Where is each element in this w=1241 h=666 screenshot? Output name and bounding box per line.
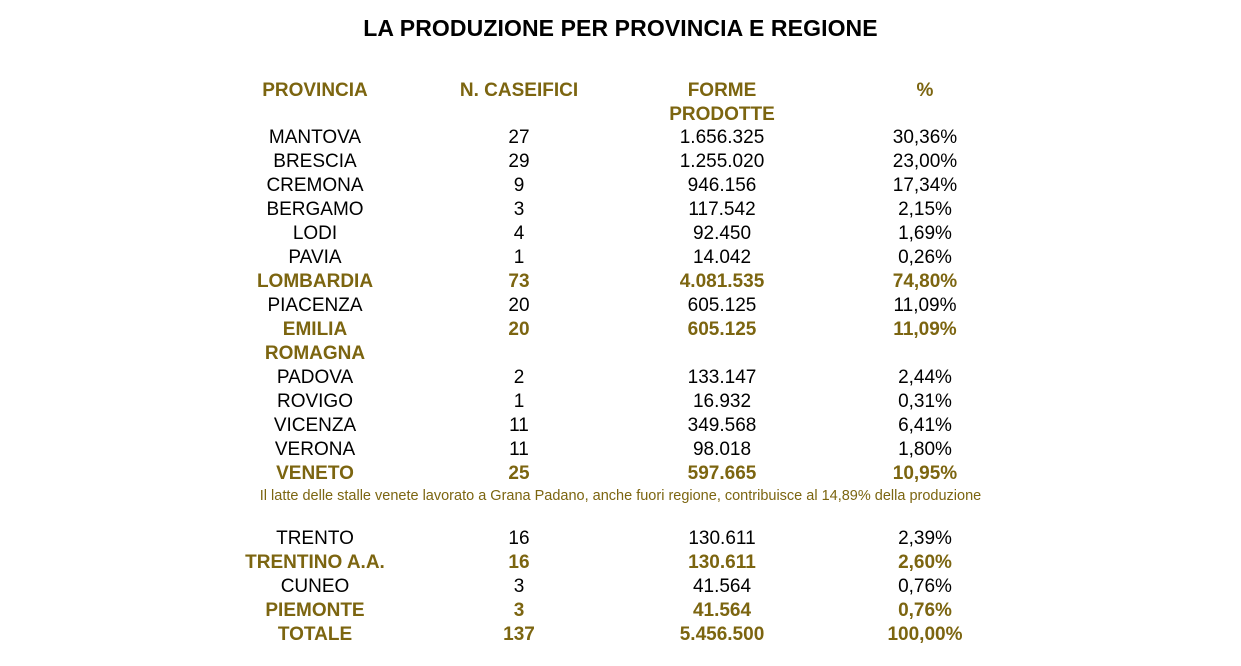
table-header: [0, 79, 1241, 127]
percent-cell: 11,09%: [893, 319, 957, 340]
forme-cell: 1.255.020: [679, 151, 765, 172]
forme-cell: 41.564: [692, 576, 752, 597]
caseifici-cell: 20: [508, 295, 530, 316]
province-name-cell: PADOVA: [276, 367, 354, 388]
caseifici-cell: 3: [513, 576, 525, 597]
region-total-row: [0, 623, 1241, 647]
caseifici-cell: 11: [509, 415, 529, 436]
table-row: [0, 246, 1241, 270]
percent-cell: 23,00%: [892, 151, 958, 172]
caseifici-cell: 3: [513, 600, 525, 621]
header-percent: %: [916, 80, 934, 101]
forme-cell: 16.932: [692, 391, 752, 412]
percent-cell: 1,69%: [898, 223, 952, 244]
percent-cell: 74,80%: [892, 271, 958, 292]
caseifici-cell: 16: [508, 528, 530, 549]
caseifici-cell: 1: [513, 247, 525, 268]
forme-cell: 605.125: [687, 295, 757, 316]
percent-cell: 10,95%: [892, 463, 958, 484]
forme-cell: 4.081.535: [679, 271, 765, 292]
caseifici-cell: 4: [513, 223, 525, 244]
percent-cell: 100,00%: [887, 624, 963, 645]
province-name-cell: ROVIGO: [276, 391, 353, 412]
province-name-cell: LODI: [292, 223, 338, 244]
province-name-cell: PIEMONTE: [265, 600, 365, 621]
percent-cell: 2,39%: [898, 528, 952, 549]
province-name-cell: CREMONA: [266, 175, 364, 196]
province-name-cell: TRENTINO A.A.: [245, 552, 385, 573]
table-row: [0, 222, 1241, 246]
caseifici-cell: 27: [508, 127, 530, 148]
caseifici-cell: 25: [508, 463, 530, 484]
province-name-cell: TRENTO: [276, 528, 354, 549]
table-body: [0, 126, 1241, 647]
percent-cell: 2,15%: [898, 199, 952, 220]
province-name-cell: BRESCIA: [273, 151, 357, 172]
percent-cell: 30,36%: [892, 127, 958, 148]
forme-cell: 14.042: [692, 247, 752, 268]
province-name-cell: TOTALE: [277, 624, 353, 645]
forme-cell: 5.456.500: [679, 624, 765, 645]
forme-cell: 946.156: [687, 175, 757, 196]
region-total-row: [0, 462, 1241, 486]
caseifici-cell: 16: [508, 552, 530, 573]
caseifici-cell: 20: [508, 319, 530, 340]
header-provincia: PROVINCIA: [262, 80, 368, 101]
table-row: [0, 390, 1241, 414]
forme-cell: 98.018: [692, 439, 752, 460]
percent-cell: 17,34%: [892, 175, 958, 196]
region-total-row: [0, 318, 1241, 366]
table-row: [0, 198, 1241, 222]
table-row: [0, 126, 1241, 150]
province-name-cell: VICENZA: [273, 415, 357, 436]
province-name-cell: LOMBARDIA: [256, 271, 374, 292]
caseifici-cell: 73: [508, 271, 530, 292]
forme-cell: 349.568: [687, 415, 757, 436]
forme-cell: 130.611: [688, 552, 756, 573]
forme-cell: 130.611: [688, 528, 756, 549]
percent-cell: 1,80%: [898, 439, 952, 460]
caseifici-cell: 137: [503, 624, 535, 645]
table-row: [0, 438, 1241, 462]
forme-cell: 597.665: [687, 463, 757, 484]
table-row: [0, 150, 1241, 174]
table-row: [0, 414, 1241, 438]
forme-cell: 1.656.325: [679, 127, 765, 148]
province-name-cell: CUNEO: [280, 576, 350, 597]
forme-cell: 92.450: [692, 223, 752, 244]
region-total-row: [0, 551, 1241, 575]
percent-cell: 11,09%: [893, 295, 957, 316]
province-name-cell: VENETO: [276, 463, 354, 484]
province-name-cell: PAVIA: [288, 247, 342, 268]
caseifici-cell: 3: [513, 199, 525, 220]
percent-cell: 0,31%: [898, 391, 952, 412]
table-row: [0, 366, 1241, 390]
caseifici-cell: 2: [513, 367, 525, 388]
percent-cell: 0,26%: [898, 247, 952, 268]
caseifici-cell: 1: [513, 391, 525, 412]
forme-cell: 117.542: [688, 199, 756, 220]
province-name-cell: MANTOVA: [268, 127, 362, 148]
percent-cell: 2,60%: [898, 552, 952, 573]
header-caseifici: N. CASEIFICI: [459, 80, 579, 101]
table-row: [0, 174, 1241, 198]
header-forme: FORME PRODOTTE: [669, 80, 775, 125]
table-row: [0, 575, 1241, 599]
footnote: Il latte delle stalle venete lavorato a Grana Padano, anche fuori regione, contribuisce al 14,89% della produzione: [259, 488, 982, 504]
region-total-row: [0, 270, 1241, 294]
caseifici-cell: 29: [508, 151, 530, 172]
forme-cell: 605.125: [687, 319, 757, 340]
percent-cell: 0,76%: [898, 576, 952, 597]
caseifici-cell: 9: [513, 175, 525, 196]
province-name-cell: PIACENZA: [267, 295, 363, 316]
province-name-cell: EMILIA ROMAGNA: [264, 319, 366, 364]
province-name-cell: BERGAMO: [266, 199, 364, 220]
percent-cell: 0,76%: [898, 600, 952, 621]
percent-cell: 2,44%: [898, 367, 952, 388]
table-row: [0, 294, 1241, 318]
caseifici-cell: 11: [509, 439, 529, 460]
region-total-row: [0, 599, 1241, 623]
table-row: [0, 527, 1241, 551]
forme-cell: 133.147: [687, 367, 757, 388]
page-title: LA PRODUZIONE PER PROVINCIA E REGIONE: [363, 15, 878, 41]
forme-cell: 41.564: [692, 600, 752, 621]
province-name-cell: VERONA: [274, 439, 356, 460]
percent-cell: 6,41%: [898, 415, 952, 436]
